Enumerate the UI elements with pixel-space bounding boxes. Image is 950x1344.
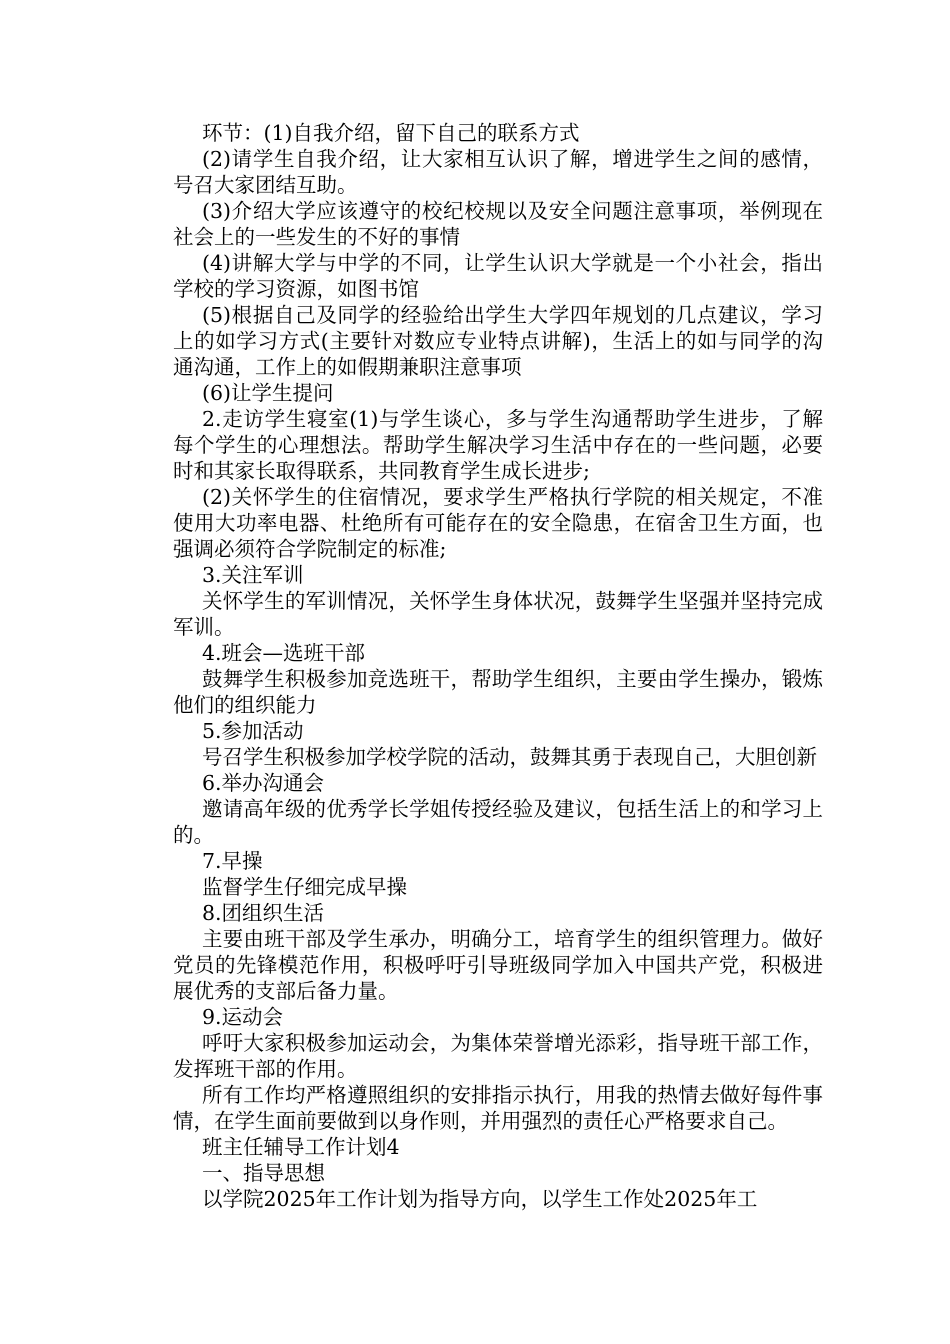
paragraph-questions: (6)让学生提问 (202, 381, 334, 405)
paragraph-conclusion: 所有工作均严格遵照组织的安排指示执行，用我的热情去做好每件事情，在学生面前要做到以身作则，并用强烈的责任心严格要求自己。 (173, 1083, 823, 1133)
paragraph-dorm-visit: 2.走访学生寝室(1)与学生谈心，多与学生沟通帮助学生进步，了解每个学生的心理想法。帮助学生解决学习生活中存在的一些问题，必要时和其家长取得联系，共同教育学生成长进步; (173, 407, 823, 483)
paragraph-sports-meeting: 呼吁大家积极参加运动会，为集体荣誉增光添彩，指导班干部工作，发挥班干部的作用。 (173, 1031, 823, 1081)
section-title-plan-4: 班主任辅导工作计划4 (202, 1135, 400, 1159)
paragraph-league-activities: 主要由班干部及学生承办，明确分工，培育学生的组织管理力。做好党员的先锋模范作用，积极呼吁引导班级同学加入中国共产党，积极进展优秀的支部后备力量。 (173, 927, 823, 1003)
paragraph-four-year-plan: (5)根据自己及同学的经验给出学生大学四年规划的几点建议，学习上的如学习方式(主要针对数应专业特点讲解)，生活上的如与同学的沟通沟通，工作上的如假期兼职注意事项 (173, 303, 823, 379)
paragraph-dorm-care: (2)关怀学生的住宿情况，要求学生严格执行学院的相关规定，不准使用大功率电器、杜绝所有可能存在的安全隐患，在宿舍卫生方面，也强调必须符合学院制定的标准; (173, 485, 823, 561)
heading-class-meeting: 4.班会—选班干部 (202, 641, 366, 665)
paragraph-class-meeting: 鼓舞学生积极参加竞选班干，帮助学生组织，主要由学生操办，锻炼他们的组织能力 (173, 667, 823, 717)
heading-activities: 5.参加活动 (202, 719, 304, 743)
paragraph-intro-self: 环节：(1)自我介绍，留下自己的联系方式 (202, 121, 580, 145)
heading-communication-meeting: 6.举办沟通会 (202, 771, 325, 795)
heading-league-activities: 8.团组织生活 (202, 901, 325, 925)
paragraph-university-difference: (4)讲解大学与中学的不同，让学生认识大学就是一个小社会，指出学校的学习资源，如图书馆 (173, 251, 823, 301)
paragraph-guiding-ideology: 以学院2025年工作计划为指导方向，以学生工作处2025年工 (202, 1187, 758, 1211)
heading-guiding-ideology: 一、指导思想 (202, 1161, 325, 1185)
paragraph-communication-meeting: 邀请高年级的优秀学长学姐传授经验及建议，包括生活上的和学习上的。 (173, 797, 823, 847)
heading-sports-meeting: 9.运动会 (202, 1005, 284, 1029)
heading-morning-exercise: 7.早操 (202, 849, 263, 873)
paragraph-military-training: 关怀学生的军训情况，关怀学生身体状况，鼓舞学生坚强并坚持完成军训。 (173, 589, 823, 639)
paragraph-rules: (3)介绍大学应该遵守的校纪校规以及安全问题注意事项，举例现在社会上的一些发生的不好的事情 (173, 199, 823, 249)
paragraph-morning-exercise: 监督学生仔细完成早操 (202, 875, 407, 899)
paragraph-activities: 号召学生积极参加学校学院的活动，鼓舞其勇于表现自己，大胆创新 (202, 745, 817, 769)
document-body (173, 120, 823, 1212)
heading-military-training: 3.关注军训 (202, 563, 304, 587)
paragraph-student-intro: (2)请学生自我介绍，让大家相互认识了解，增进学生之间的感情，号召大家团结互助。 (173, 147, 823, 197)
